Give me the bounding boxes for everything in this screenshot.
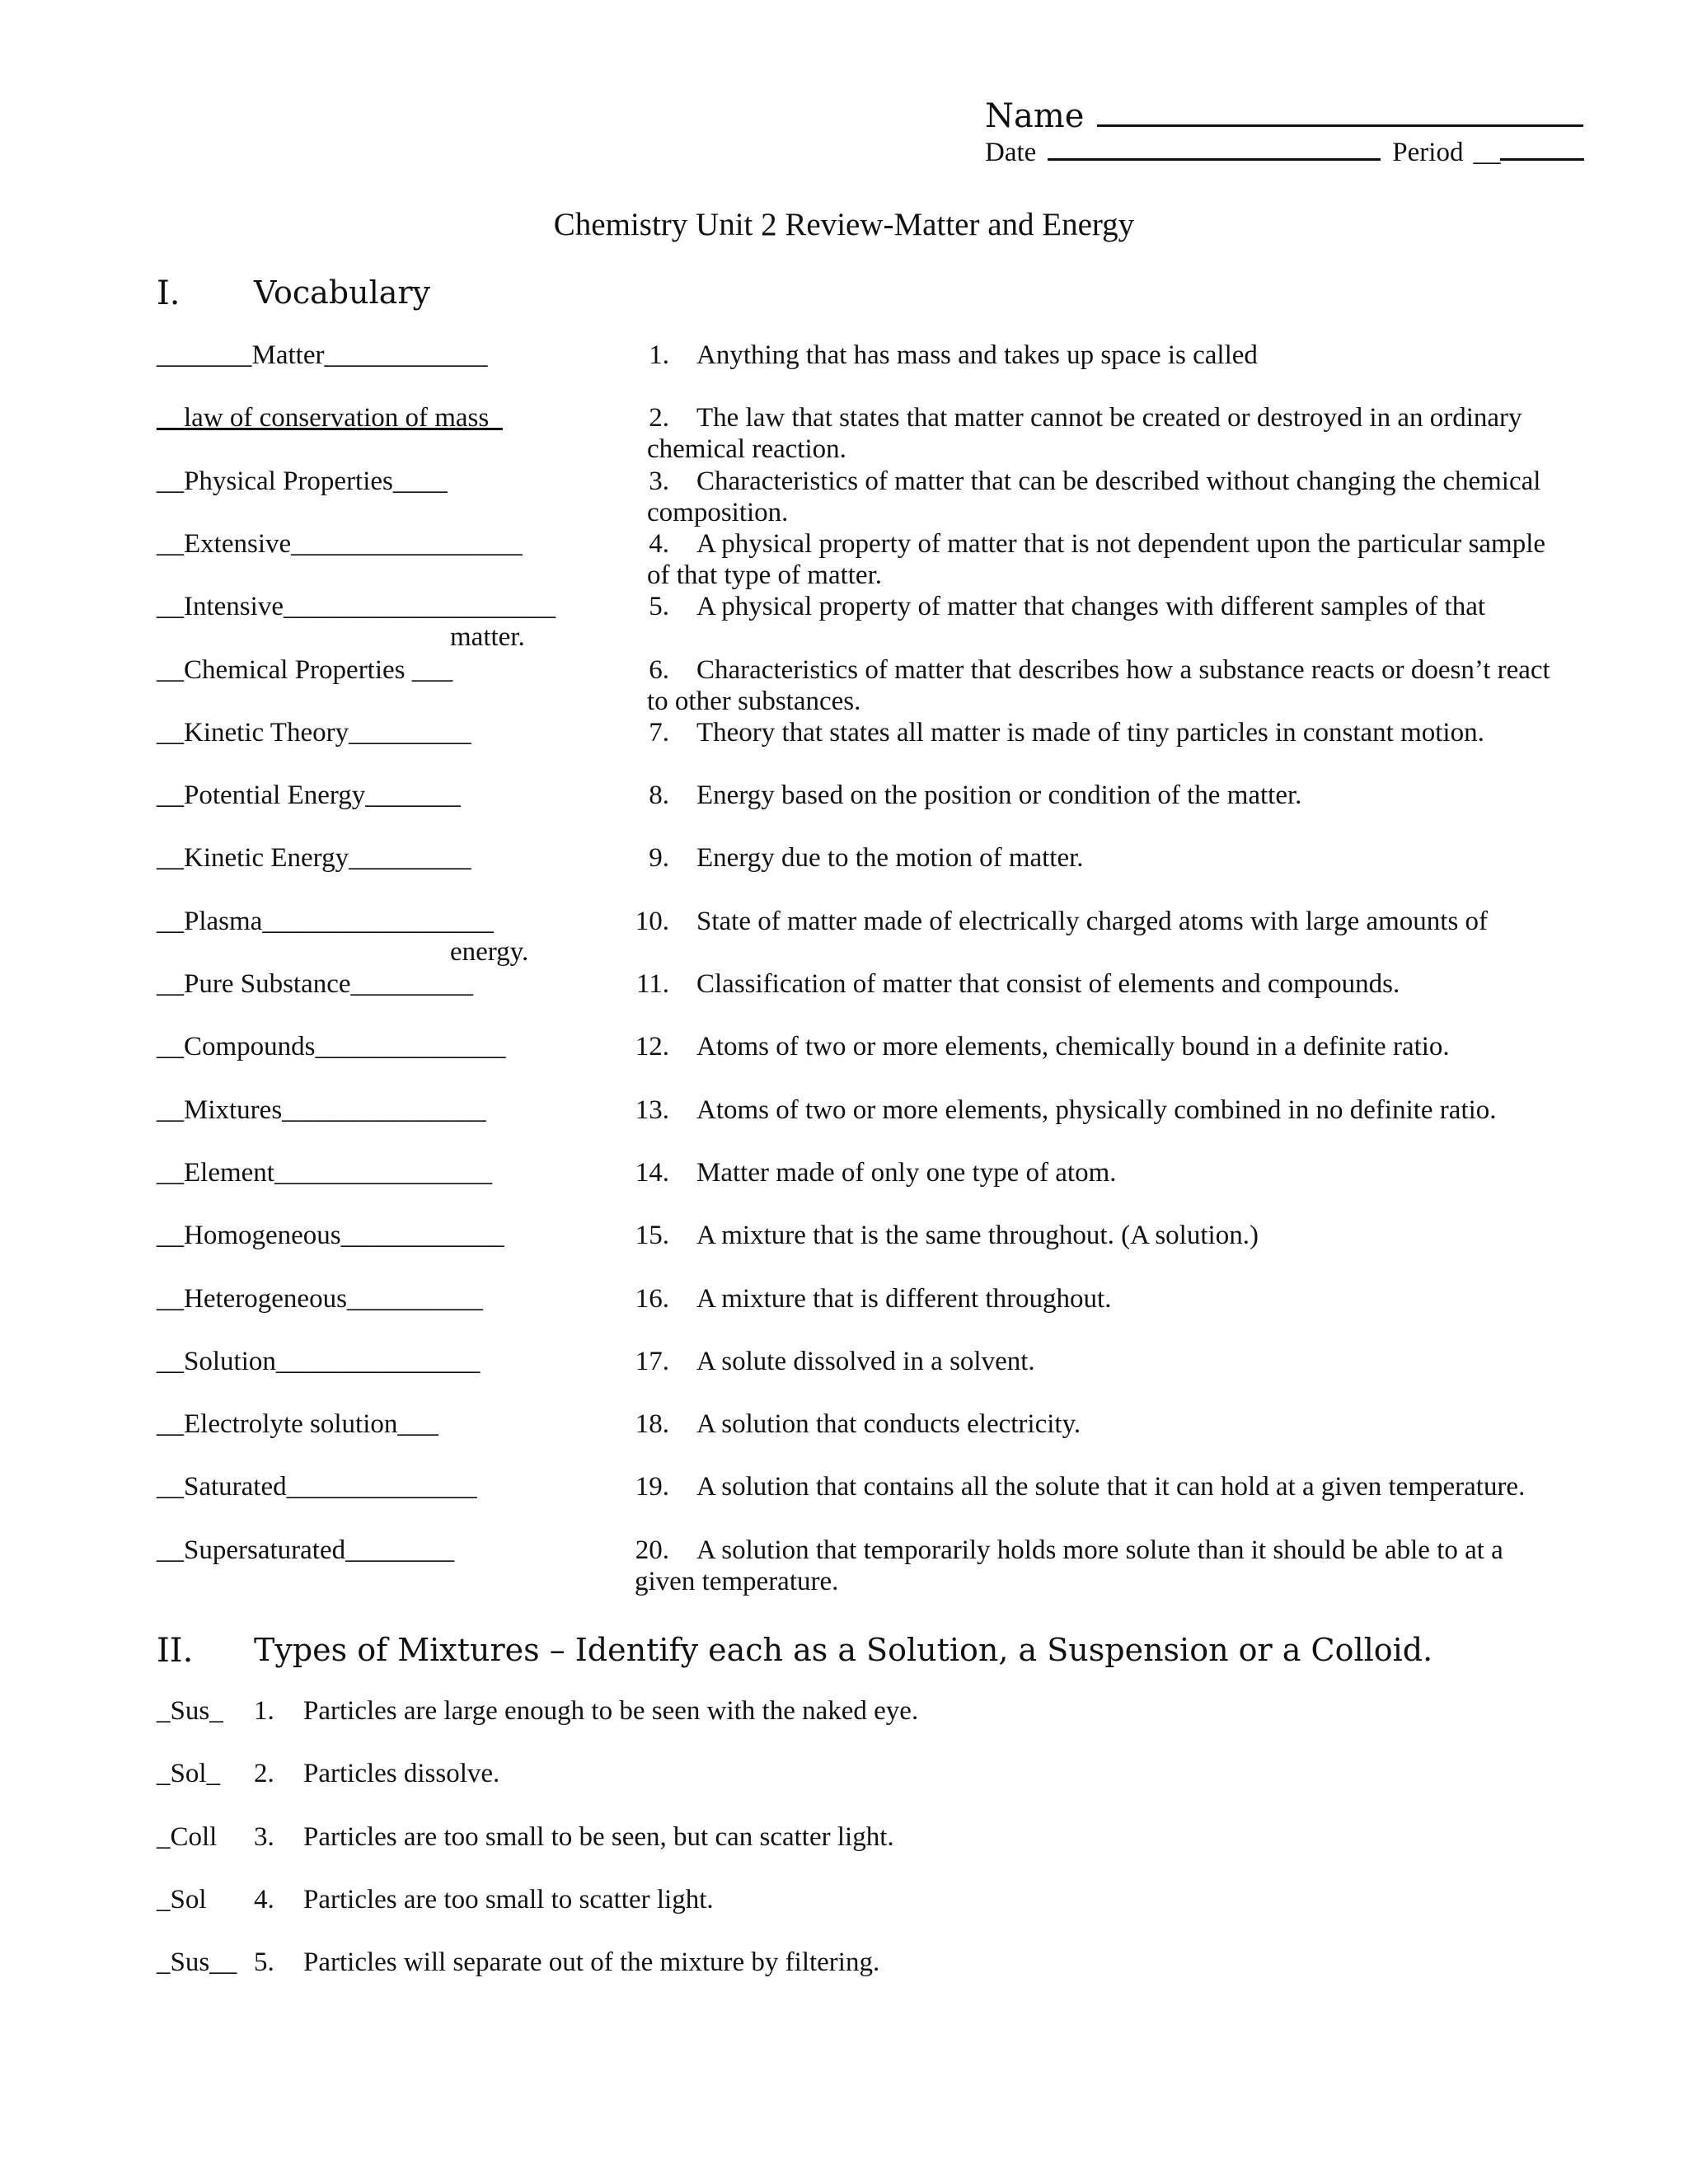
mixture-answer[interactable]: _Sol_ (157, 1759, 221, 1788)
mixture-statement: Particles dissolve. (303, 1759, 500, 1788)
vocab-answer[interactable]: _______Matter____________ (157, 340, 488, 370)
vocab-number: 19. (635, 1472, 669, 1502)
vocab-definition: A solution that contains all the solute that it can hold at a given temperature. (696, 1472, 1526, 1502)
vocab-answer[interactable]: __Pure Substance_________ (157, 969, 474, 999)
vocab-definition: A solution that temporarily holds more solute than it should be able to at a (696, 1535, 1503, 1565)
vocab-number: 2. (649, 403, 669, 433)
vocab-definition: The law that states that matter cannot be created or destroyed in an ordinary (696, 403, 1522, 433)
mixture-number: 5. (254, 1947, 274, 1977)
vocab-number: 4. (649, 529, 669, 559)
mixture-statement: Particles will separate out of the mixture by filtering. (303, 1947, 880, 1977)
name-blank[interactable] (1097, 124, 1583, 127)
vocab-definition-continued: given temperature. (635, 1567, 839, 1596)
vocab-definition: Theory that states all matter is made of tiny particles in constant motion. (696, 718, 1484, 748)
mixture-statement: Particles are too small to be seen, but can scatter light. (303, 1822, 894, 1852)
vocab-answer[interactable]: __Compounds______________ (157, 1032, 506, 1062)
mixture-number: 4. (254, 1885, 274, 1915)
mixture-statement: Particles are large enough to be seen with the naked eye. (303, 1696, 919, 1726)
mixture-statement: Particles are too small to scatter light. (303, 1885, 714, 1915)
vocab-number: 14. (635, 1158, 669, 1188)
vocab-definition: A physical property of matter that changes with different samples of that (696, 592, 1486, 621)
vocab-number: 5. (649, 592, 669, 621)
mixture-answer[interactable]: _Sus__ (157, 1947, 237, 1977)
vocab-definition: Classification of matter that consist of elements and compounds. (696, 969, 1400, 999)
vocab-answer[interactable]: __Physical Properties____ (157, 466, 448, 496)
vocab-5-spill-word: matter. (450, 622, 525, 652)
vocab-answer[interactable]: __law of conservation of mass_ (157, 403, 503, 433)
name-row (985, 97, 1583, 135)
vocab-answer[interactable]: __Electrolyte solution___ (157, 1409, 438, 1439)
vocab-number: 13. (635, 1095, 669, 1125)
vocab-definition: A physical property of matter that is not dependent upon the particular sample (696, 529, 1546, 559)
period-blank[interactable] (1500, 158, 1584, 161)
vocab-10-spill-word: energy. (450, 937, 529, 967)
vocab-definition: Atoms of two or more elements, chemically bound in a definite ratio. (696, 1032, 1450, 1062)
vocab-answer[interactable]: __Chemical Properties ___ (157, 655, 453, 685)
vocab-answer[interactable]: __Plasma_________________ (157, 907, 494, 936)
vocab-answer[interactable]: __Heterogeneous__________ (157, 1284, 483, 1314)
section2-number: II. (157, 1632, 194, 1670)
vocab-definition: Matter made of only one type of atom. (696, 1158, 1117, 1188)
vocab-answer[interactable]: __Potential Energy_______ (157, 780, 461, 810)
vocab-answer[interactable]: __Kinetic Energy_________ (157, 843, 471, 873)
section1-title: Vocabulary (254, 274, 431, 311)
vocab-definition: Anything that has mass and takes up space is called (696, 340, 1258, 370)
vocab-answer[interactable]: __Mixtures_______________ (157, 1095, 486, 1125)
vocab-number: 7. (649, 718, 669, 748)
vocab-definition-continued: of that type of matter. (647, 560, 882, 590)
vocab-definition: Energy based on the position or condition of the matter. (696, 780, 1302, 810)
vocab-number: 15. (635, 1221, 669, 1250)
vocab-number: 8. (649, 780, 669, 810)
vocab-definition: A mixture that is the same throughout. (A solution.) (696, 1221, 1259, 1250)
vocab-definition: A solution that conducts electricity. (696, 1409, 1081, 1439)
vocab-answer[interactable]: __Supersaturated________ (157, 1535, 455, 1565)
mixture-answer[interactable]: _Coll (157, 1822, 218, 1852)
vocab-number: 9. (649, 843, 669, 873)
vocab-definition: Energy due to the motion of matter. (696, 843, 1084, 873)
vocab-number: 6. (649, 655, 669, 685)
vocab-answer[interactable]: __Kinetic Theory_________ (157, 718, 471, 748)
mixture-answer[interactable]: _Sus_ (157, 1696, 223, 1726)
vocab-definition: A solute dissolved in a solvent. (696, 1347, 1035, 1376)
date-row (985, 138, 1584, 168)
vocab-number: 17. (635, 1347, 669, 1376)
vocab-definition: State of matter made of electrically charged atoms with large amounts of (696, 907, 1489, 936)
vocab-number: 12. (635, 1032, 669, 1062)
vocab-answer[interactable]: __Extensive_________________ (157, 529, 523, 559)
vocab-number: 10. (635, 907, 669, 936)
vocab-answer[interactable]: __Intensive____________________ (157, 592, 556, 621)
section1-number: I. (157, 274, 181, 312)
vocab-definition-continued: to other substances. (647, 687, 861, 716)
vocab-definition: Characteristics of matter that describes how a substance reacts or doesn’t react (696, 655, 1550, 685)
mixture-number: 3. (254, 1822, 274, 1852)
mixture-answer[interactable]: _Sol (157, 1885, 207, 1915)
section2-title: Types of Mixtures – Identify each as a Solution, a Suspension or a Colloid. (254, 1632, 1433, 1668)
mixture-number: 2. (254, 1759, 274, 1788)
period-prefix: __ (1473, 138, 1501, 167)
vocab-definition: A mixture that is different throughout. (696, 1284, 1112, 1314)
vocab-answer[interactable]: __Homogeneous____________ (157, 1221, 504, 1250)
worksheet-title: Chemistry Unit 2 Review-Matter and Energy (553, 207, 1135, 242)
vocab-answer[interactable]: __Saturated______________ (157, 1472, 477, 1502)
date-label: Date (985, 138, 1037, 167)
period-label: Period (1392, 138, 1464, 167)
vocab-definition: Atoms of two or more elements, physically combined in no definite ratio. (696, 1095, 1497, 1125)
vocab-definition: Characteristics of matter that can be described without changing the chemical (696, 466, 1541, 496)
vocab-number: 11. (635, 969, 669, 999)
vocab-answer[interactable]: __Solution_______________ (157, 1347, 481, 1376)
vocab-definition-continued: composition. (647, 498, 789, 527)
vocab-number: 20. (635, 1535, 669, 1565)
vocab-number: 1. (649, 340, 669, 370)
name-label: Name (985, 97, 1085, 135)
vocab-number: 18. (635, 1409, 669, 1439)
vocab-definition-continued: chemical reaction. (647, 434, 846, 464)
vocab-number: 16. (635, 1284, 669, 1314)
vocab-answer[interactable]: __Element________________ (157, 1158, 492, 1188)
date-blank[interactable] (1048, 158, 1381, 161)
mixture-number: 1. (254, 1696, 274, 1726)
vocab-number: 3. (649, 466, 669, 496)
